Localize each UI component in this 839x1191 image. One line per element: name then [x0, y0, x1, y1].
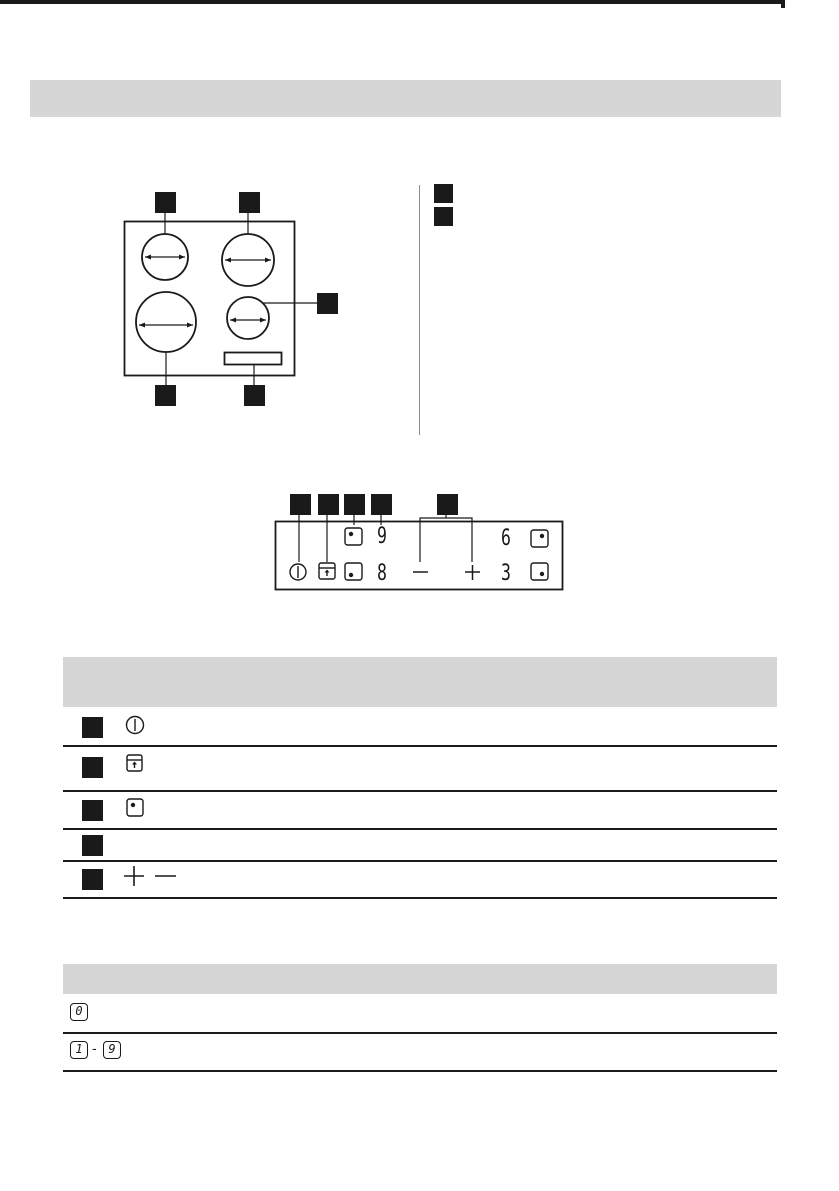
- panel-zone-icon-bottom-right: [531, 563, 548, 580]
- row-divider: [63, 790, 777, 792]
- sensor-table-header: [63, 657, 777, 707]
- display-symbol-1: 1: [70, 1041, 88, 1059]
- row-divider: [63, 1032, 777, 1034]
- panel-zone-icon-top-right: [531, 530, 548, 547]
- display-top-right: 6: [501, 526, 511, 551]
- row-callout-1: [82, 717, 103, 738]
- plus-minus-icon: [122, 865, 178, 889]
- panel-zone-icon-top-left: [345, 528, 362, 545]
- display-bottom-right: 3: [501, 561, 511, 586]
- lock-icon: [124, 752, 148, 776]
- panel-on-off-icon: [290, 564, 306, 580]
- row-divider: [63, 745, 777, 747]
- display-top-left: 9: [377, 524, 387, 549]
- row-callout-4: [82, 835, 103, 856]
- range-separator: -: [92, 1040, 97, 1056]
- row-callout-3: [82, 800, 103, 821]
- row-callout-2: [82, 757, 103, 778]
- display-bottom-left: 8: [377, 561, 387, 586]
- row-callout-5: [82, 869, 103, 890]
- zone-indicator-icon: [124, 796, 148, 820]
- display-symbol-0: 0: [70, 1003, 88, 1021]
- panel-zone-icon-bottom-left: [345, 563, 362, 580]
- row-divider: [63, 897, 777, 899]
- display-symbol-9: 9: [103, 1041, 121, 1059]
- display-table-header: [63, 964, 777, 994]
- on-off-icon: [124, 714, 148, 738]
- row-divider: [63, 860, 777, 862]
- row-divider: [63, 1070, 777, 1072]
- row-divider: [63, 828, 777, 830]
